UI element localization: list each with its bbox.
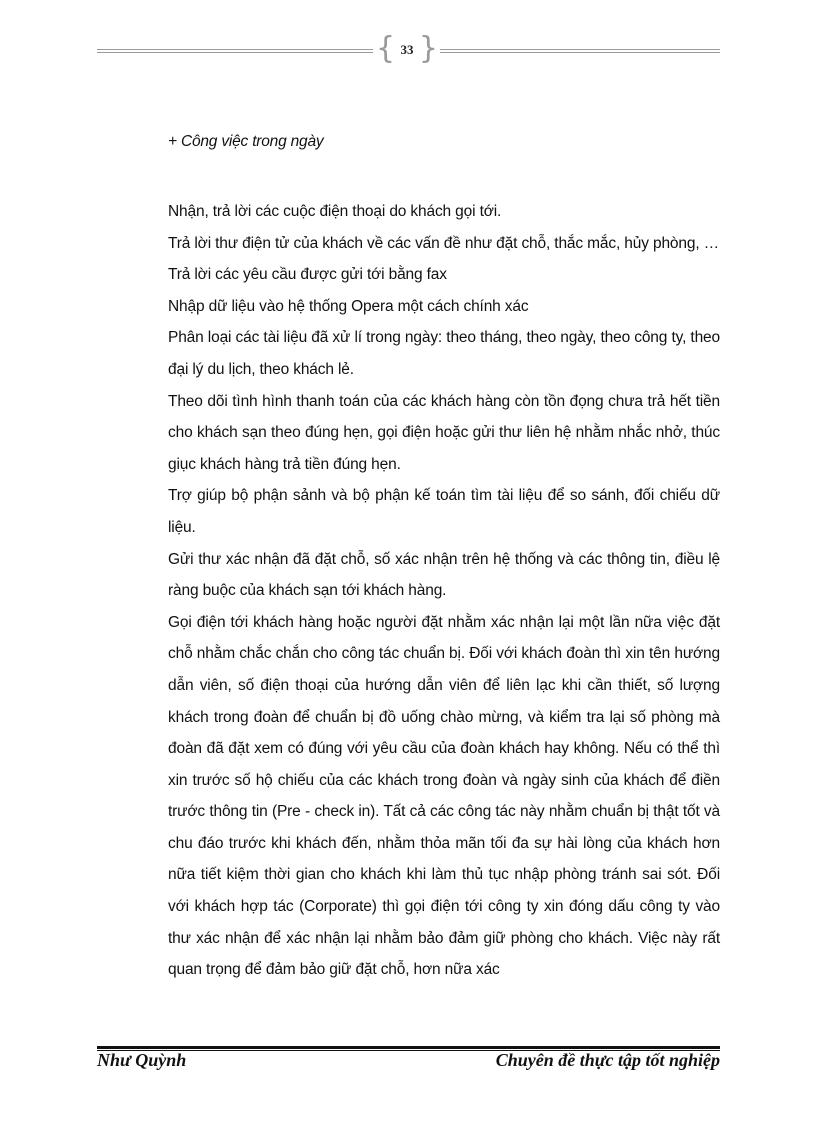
- paragraph-call-to-confirm: Gọi điện tới khách hàng hoặc người đặt nhằm xác nhận lại một lần nữa việc đặt chỗ nhằm chắc chắn cho công tác chuẩn bị. Đối với khách đoàn thì xin tên hướng dẫn viên, số điện thoại của hướng dẫn viên để liên lạc khi cần thiết, số lượng khách trong đoàn để chuẩn bị đồ uống chào mừng, và kiểm tra lại số phòng mà đoàn đã đặt xem có đúng với yêu cầu của đoàn khách hay không. Nếu có thể thì xin trước số hộ chiếu của các khách trong đoàn và ngày sinh của khách để điền trước thông tin (Pre - check in). Tất cả các công tác này nhằm chuẩn bị thật tốt và chu đáo trước khi khách đến, nhằm thỏa mãn tối đa sự hài lòng của khách hơn nữa tiết kiệm thời gian cho khách khi làm thủ tục nhập phòng tránh sai sót. Đối với khách hợp tác (Corporate) thì gọi điện tới công ty xin đóng dấu công ty vào thư xác nhận để xác nhận lại nhằm bảo đảm giữ phòng cho khách. Việc này rất quan trọng để đảm bảo giữ đặt chỗ, hơn nữa xác: [168, 613, 720, 979]
- paragraph-answer-calls: Nhận, trả lời các cuộc điện thoại do khách gọi tới.: [168, 203, 502, 220]
- paragraph-reply-email: Trả lời thư điện tử của khách về các vấn đề như đặt chỗ, thắc mắc, hủy phòng, …: [168, 234, 720, 252]
- paragraph-reply-fax: Trả lời các yêu cầu được gửi tới bằng fax: [168, 266, 447, 284]
- close-brace-icon: }: [418, 31, 438, 66]
- open-brace-icon: {: [376, 31, 396, 66]
- footer-author: Như Quỳnh: [97, 1050, 187, 1070]
- page-number-frame: [376, 31, 438, 66]
- paragraph-opera-data-entry: Nhập dữ liệu vào hệ thống Opera một cách chính xác: [168, 297, 529, 315]
- paragraph-send-confirmation: Gửi thư xác nhận đã đặt chỗ, số xác nhận trên hệ thống và các thông tin, điều lệ ràng buộc của khách sạn tới khách hàng.: [168, 550, 720, 600]
- header-rule-right: [440, 49, 720, 53]
- paragraph-track-payments: Theo dõi tình hình thanh toán của các khách hàng còn tồn đọng chưa trả hết tiền cho khách sạn theo đúng hẹn, gọi điện hoặc gửi thư liên hệ nhằm nhắc nhở, thúc giục khách hàng trả tiền đúng hẹn.: [168, 392, 720, 473]
- footer-document-title: Chuyên đề thực tập tốt nghiệp: [495, 1050, 720, 1070]
- header-rule-left: [97, 49, 373, 53]
- page-number: 33: [400, 42, 414, 57]
- paragraph-assist-departments: Trợ giúp bộ phận sảnh và bộ phận kế toán tìm tài liệu để so sánh, đối chiếu dữ liệu.: [168, 487, 720, 536]
- section-heading: + Công việc trong ngày: [168, 133, 324, 150]
- document-body: [168, 196, 720, 986]
- paragraph-classify-documents: Phân loại các tài liệu đã xử lí trong ngày: theo tháng, theo ngày, theo công ty, theo đại lý du lịch, theo khách lẻ.: [168, 329, 720, 378]
